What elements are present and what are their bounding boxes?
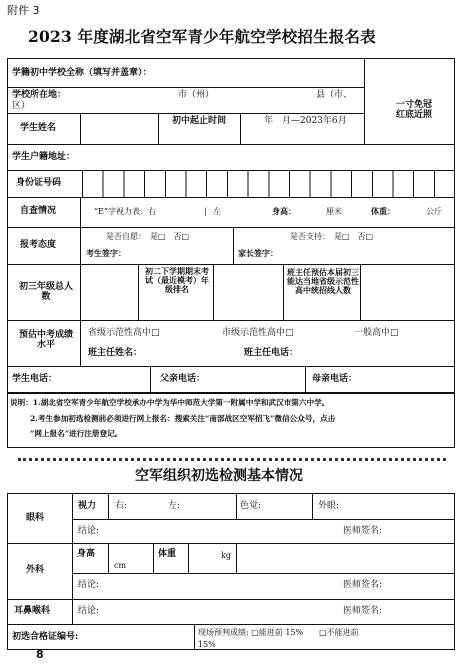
level-option-city[interactable]: 市级示范性高中□ (222, 328, 294, 338)
school-location-label: 学校所在地： (12, 90, 67, 100)
surgery-conclusion[interactable]: 结论: (78, 580, 100, 590)
external-eye[interactable]: 外眼: (318, 501, 340, 511)
school-location-county: 县（市、 (316, 90, 353, 100)
vision-label: 视力 (78, 501, 97, 511)
voluntary-checkbox[interactable]: 是否自愿： 是□ 否□ (106, 232, 190, 241)
section2-title: 空军组织初选检测基本情况 (135, 468, 303, 484)
weight2-unit: kg (221, 551, 231, 560)
pass-number-label: 初选合格证编号: (12, 632, 79, 642)
hukou-address-label: 学生户籍地址： (12, 152, 76, 162)
attachment-label: 附件 3 (7, 4, 40, 17)
grade2-rank-label: 初二下学期期末考试（最近模考）年级排名 (145, 266, 209, 295)
weight-unit: 公斤 (426, 207, 442, 216)
note-1: 说明：1.湖北省空军青少年航空学校承办中学为华中师范大学第一附属中学和武汉市第六中学。 (10, 398, 330, 407)
teacher-name-label: 班主任姓名： (88, 348, 143, 358)
start-time-value[interactable]: 年 月—2023年6月 (264, 116, 347, 126)
height2-label: 身高 (77, 549, 96, 559)
prediction-checkbox[interactable]: 现场预判成绩: □能进前 15% □不能进前 (198, 628, 359, 637)
surgery-doctor-sign[interactable]: 医师签名: (343, 580, 383, 590)
support-checkbox[interactable]: 是否支持： 是□ 否□ (290, 232, 374, 241)
ent-dept-label: 耳鼻喉科 (14, 606, 51, 616)
form-title: 2023 年度湖北省空军青少年航空学校招生报名表 (28, 27, 376, 46)
page-number: 8 (36, 648, 44, 661)
height-label: 身高： (272, 206, 296, 216)
surgery-dept-label: 外科 (26, 565, 45, 575)
start-time-label: 初中起止时间 (172, 116, 227, 126)
attitude-label: 报考态度 (20, 240, 57, 250)
grade3-total-label: 初三年级总人数 (18, 282, 73, 303)
id-number-cells[interactable] (82, 170, 455, 197)
separator-line (18, 458, 446, 461)
photo-box-note[interactable]: 一寸免冠 红底近照 (395, 100, 432, 121)
school-location-city: 市（州） (178, 90, 215, 100)
level-option-general[interactable]: 一般高中□ (354, 328, 399, 338)
weight2-label: 体重 (158, 549, 177, 559)
parent-sign-label: 家长签字： (238, 248, 278, 258)
vision-right[interactable]: 右: (115, 501, 128, 511)
note-2a: 2.考生参加初选检测前必须进行网上报名：搜索关注“南部战区空军招飞”微信公众号，点击 (30, 414, 336, 423)
student-sign-label: 考生签字： (86, 248, 126, 258)
ent-conclusion[interactable]: 结论: (78, 606, 100, 616)
self-check-label: 自查情况 (20, 206, 57, 216)
ent-doctor-sign[interactable]: 医师签名: (343, 606, 383, 616)
section2-table (7, 493, 455, 650)
level-option-provincial[interactable]: 省级示范性高中□ (88, 328, 160, 338)
school-location-district: 区） (12, 101, 31, 111)
eye-doctor-sign[interactable]: 医师签名: (343, 526, 383, 536)
color-vision[interactable]: 色觉: (240, 501, 262, 511)
note-2b: “网上报名”进行注册登记。 (30, 429, 123, 438)
father-phone-label: 父亲电话： (160, 374, 206, 384)
eye-chart-right[interactable]: “E”字视力表：右 (94, 207, 157, 216)
student-name-label: 学生姓名 (20, 123, 57, 133)
eye-dept-label: 眼科 (26, 513, 45, 523)
teacher-estimate-label: 班主任预估本届初三能达当地省级示范性高中统招线人数 (287, 267, 359, 296)
student-phone-label: 学生电话： (12, 374, 58, 384)
height-unit: 厘米 (326, 207, 342, 216)
eye-conclusion[interactable]: 结论: (78, 526, 100, 536)
eye-chart-left[interactable]: 左 (213, 207, 221, 216)
exam-estimate-label: 预估中考成绩水平 (18, 330, 73, 351)
school-name-field[interactable] (200, 60, 360, 86)
student-name-field[interactable] (82, 115, 156, 142)
height2-unit: cm (114, 561, 127, 570)
teacher-phone-label: 班主任电话： (244, 348, 299, 358)
mother-phone-label: 母亲电话： (312, 374, 358, 384)
id-number-label: 身份证号码 (16, 178, 62, 188)
weight-label: 体重： (371, 206, 395, 216)
school-name-label: 学籍初中学校全称（填写并盖章）： (12, 68, 152, 78)
prediction-percent: 15% (198, 640, 216, 649)
vision-left[interactable]: 左: (168, 501, 181, 511)
